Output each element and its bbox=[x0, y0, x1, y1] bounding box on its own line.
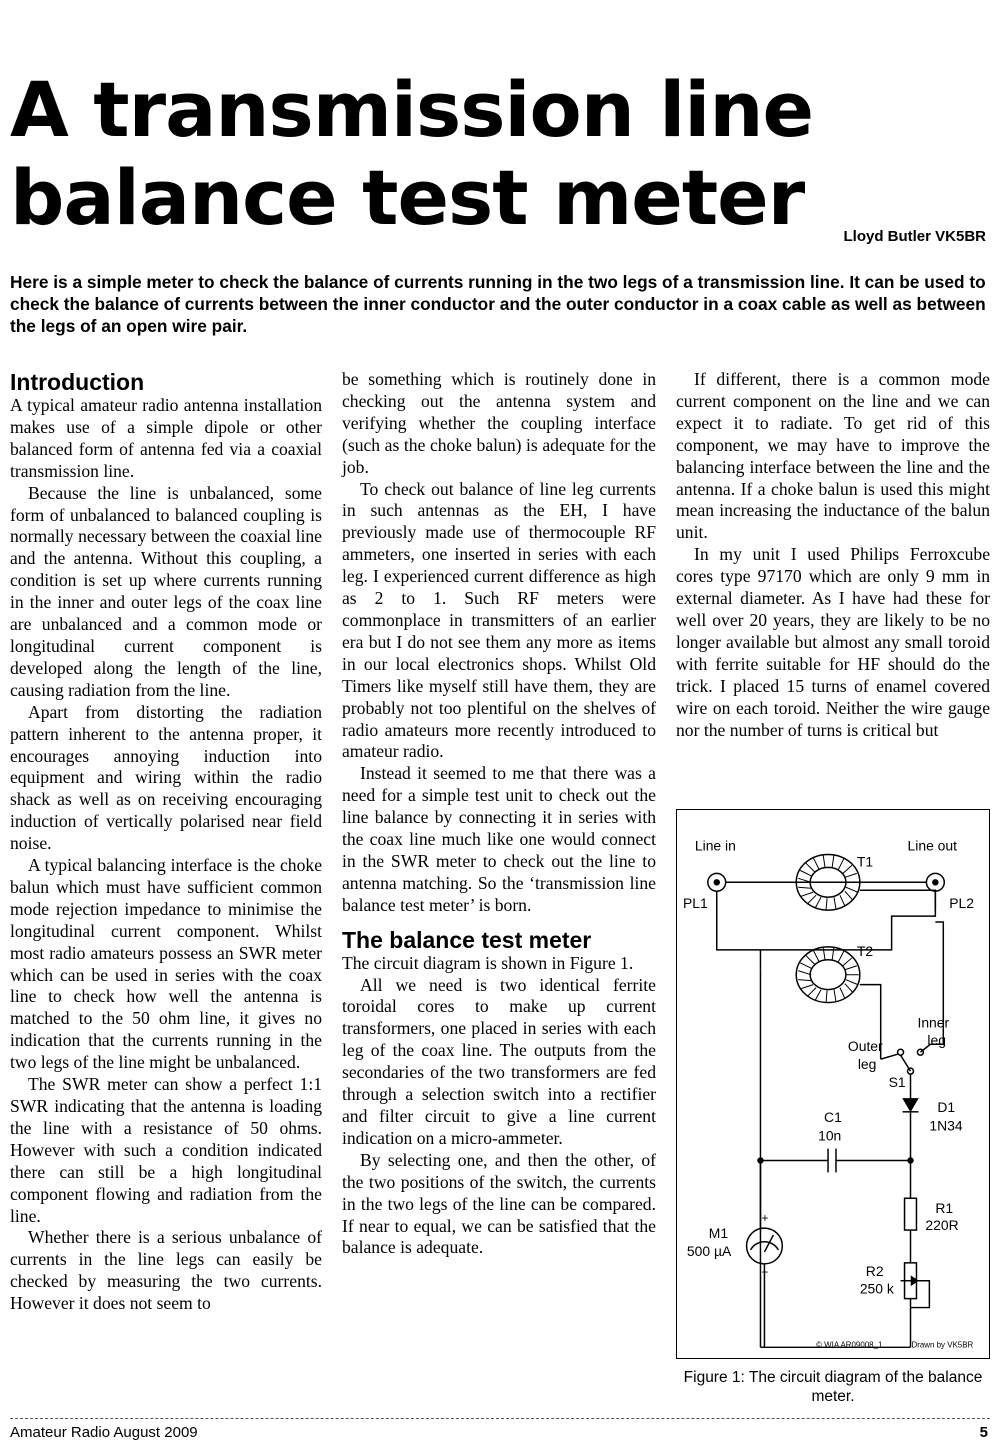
label-credit-right: Drawn by VK5BR bbox=[911, 1340, 974, 1350]
body-paragraph: A typical balancing interface is the choke balun which must have sufficient common mode rejection impedance to minimise the longitudinal current component. Whilst most radio amateurs possess an SWR meter which can be used in series with the coax line to check how well the antenna is matched to the 50 ohm line, it gives no indication that the currents running in the two legs of the line might be unbalanced. bbox=[10, 855, 322, 1073]
label-inner-leg-1: Inner bbox=[917, 1014, 950, 1031]
footer-publication: Amateur Radio August 2009 bbox=[10, 1424, 198, 1441]
label-t2: T2 bbox=[856, 942, 874, 959]
label-c1: C1 bbox=[824, 1108, 842, 1125]
label-m1: M1 bbox=[708, 1225, 729, 1242]
figure-caption: Figure 1: The circuit diagram of the balance meter. bbox=[683, 1369, 983, 1405]
title-line-2: balance test meter bbox=[10, 153, 805, 242]
body-paragraph: Because the line is unbalanced, some form of unbalanced to balanced coupling is normally necessary between the coaxial line and the antenna. Without this coupling, a condition is set up where currents running in the inner and outer legs of the coax line are unbalanced and a common mode or longitudinal current component is developed along the length of the line, causing radiation from the line. bbox=[10, 482, 322, 700]
label-c1-value: 10n bbox=[818, 1127, 842, 1144]
label-r2: R2 bbox=[865, 1262, 884, 1279]
label-outer-leg-2: leg bbox=[857, 1056, 877, 1073]
body-paragraph: A typical amateur radio antenna installation makes use of a simple dipole or other balanced form of antenna fed via a coaxial transmission line. bbox=[10, 395, 322, 481]
label-d1: D1 bbox=[937, 1098, 956, 1115]
column-1 bbox=[10, 369, 322, 1315]
label-minus: − bbox=[761, 1264, 769, 1279]
footer-divider bbox=[10, 1418, 990, 1419]
label-t1: T1 bbox=[856, 853, 874, 870]
body-paragraph: All we need is two identical ferrite toroidal cores to make up current transformers, one placed in series with each leg of the coax line. The outputs from the secondaries of the two transformers are fed through a selection switch into a rectifier and filter circuit to give a line current indication on a micro-ammeter. bbox=[342, 974, 656, 1148]
column-2 bbox=[342, 369, 656, 1259]
label-s1: S1 bbox=[888, 1073, 906, 1090]
label-credit-left: © WIA AR09008_1 bbox=[816, 1340, 883, 1350]
label-plus: + bbox=[761, 1211, 769, 1226]
label-pl2: PL2 bbox=[949, 895, 975, 912]
body-paragraph: Apart from distorting the radiation pattern inherent to the antenna proper, it encourages annoying induction into equipment and wiring within the radio shack as well as on receiving encouraging induction of vertically polarised near field noise. bbox=[10, 701, 322, 854]
section-heading-balance-test-meter: The balance test meter bbox=[342, 926, 592, 953]
article-title bbox=[10, 66, 990, 242]
body-paragraph: Whether there is a serious unbalance of currents in the line legs can easily be checked by measuring the two currents. However it does not seem to bbox=[10, 1227, 322, 1314]
body-paragraph: By selecting one, and then the other, of the two positions of the switch, the currents in the two legs of the line can be compared. If near to equal, we can be satisfied that the balance is adequate. bbox=[342, 1149, 656, 1258]
body-paragraph: be something which is routinely done in checking out the antenna system and verifying whether the coupling interface (such as the choke balun) is adequate for the job. bbox=[342, 369, 656, 477]
body-paragraph: The circuit diagram is shown in Figure 1. bbox=[342, 952, 634, 973]
section-heading-introduction: Introduction bbox=[10, 369, 145, 395]
body-paragraph: In my unit I used Philips Ferroxcube cores type 97170 which are only 9 mm in external diameter. As I have had these for well over 20 years, they are likely to be no longer available but almost any small toroid with ferrite suitable for HF should do the trick. I placed 15 turns of enamel covered wire on each toroid. Neither the wire gauge nor the number of turns is critical but bbox=[676, 544, 990, 740]
body-paragraph: Instead it seemed to me that there was a need for a simple test unit to check out the line balance by connecting it in series with the coax line much like one would connect in the SWR meter to check out the line to antenna matching. So the ‘transmission line balance test meter’ is born. bbox=[342, 763, 656, 915]
label-line-in: Line in bbox=[694, 837, 736, 854]
intro-paragraph: Here is a simple meter to check the balance of currents running in the two legs of a transmission line. It can be used to check the balance of currents between the inner conductor and the outer conductor in a coax cable as well as between the legs of an open wire pair. bbox=[10, 272, 986, 336]
label-r1: R1 bbox=[935, 1200, 954, 1217]
label-inner-leg-2: leg bbox=[927, 1032, 946, 1049]
body-paragraph: The SWR meter can show a perfect 1:1 SWR indicating that the antenna is loading the line with a resistance of 50 ohms. However with such a condition indicated there can still be a high longitudinal component flowing and radiation from the line. bbox=[10, 1074, 322, 1226]
body-paragraph: To check out balance of line leg currents in such antennas as the EH, I have previously made use of thermocouple RF ammeters, one inserted in series with each leg. I experienced current difference as high as 2 to 1. Such RF meters were commonplace in transmitters of an earlier era but I do not see them any more as items in our local electronics shops. Whilst Old Timers like myself still have them, they are probably not too plentiful on the shelves of radio amateurs more recently introduced to amateur radio. bbox=[342, 478, 656, 762]
label-pl1: PL1 bbox=[682, 895, 708, 912]
label-r1-value: 220R bbox=[925, 1217, 959, 1234]
circuit-diagram-figure bbox=[676, 809, 990, 1359]
title-line-1: A transmission line bbox=[10, 65, 814, 154]
circuit-diagram bbox=[677, 810, 989, 1358]
label-line-out: Line out bbox=[907, 837, 958, 854]
label-outer-leg-1: Outer bbox=[847, 1038, 883, 1055]
column-3 bbox=[676, 369, 990, 741]
body-paragraph: If different, there is a common mode current component on the line and we can expect it to radiate. To get rid of this component, we may have to improve the balancing interface between the line and the antenna. If a choke balun is used this might mean increasing the inductance of the balun unit. bbox=[676, 369, 990, 543]
label-d1-value: 1N34 bbox=[929, 1117, 963, 1134]
label-r2-value: 250 k bbox=[859, 1280, 894, 1297]
label-m1-value: 500 µA bbox=[686, 1242, 732, 1259]
author-byline: Lloyd Butler VK5BR bbox=[843, 228, 986, 245]
footer-page-number: 5 bbox=[979, 1424, 988, 1441]
